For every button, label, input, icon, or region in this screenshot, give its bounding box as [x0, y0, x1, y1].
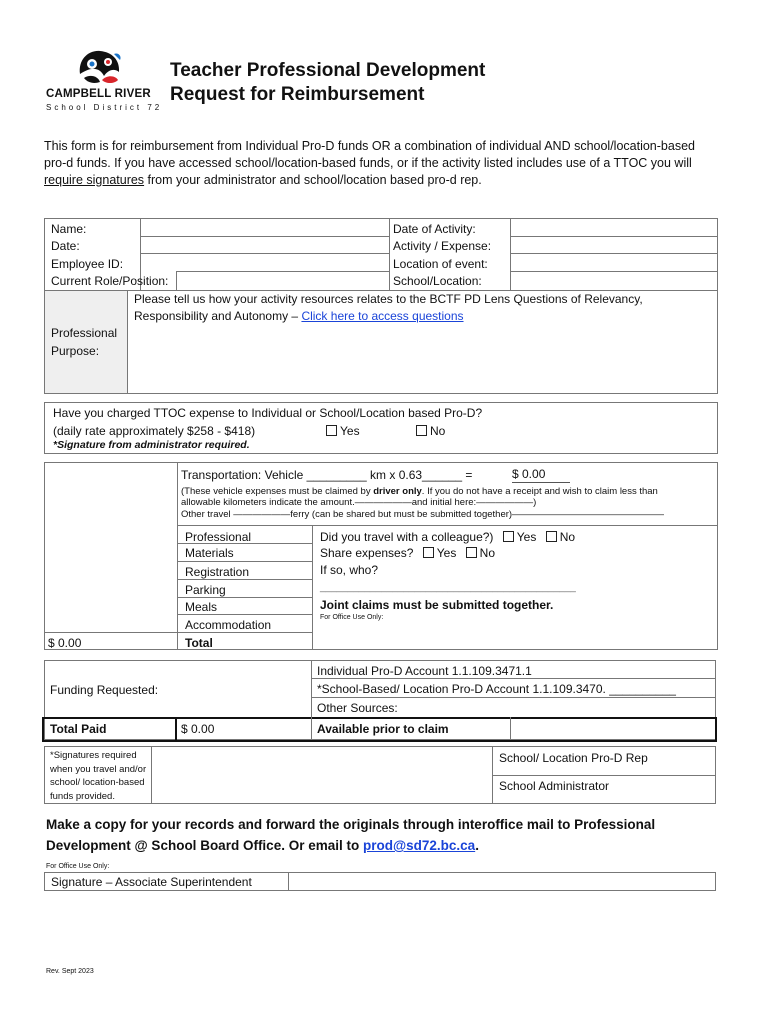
ttoc-yes-checkbox[interactable]	[326, 425, 337, 436]
purpose-field[interactable]	[130, 326, 716, 392]
district-logo	[70, 46, 126, 88]
superintendent-label: Signature – Associate Superintendent	[51, 875, 252, 889]
intro-line-3: from your administrator and school/location based pro-d rep.	[144, 173, 482, 187]
ttoc-no-checkbox[interactable]	[416, 425, 427, 436]
signature-note-line-4: funds provided.	[50, 790, 115, 802]
transport-note-3: Other travel ——————ferry (can be shared but must be submitted together)————————————————	[181, 509, 665, 520]
colleague-no-option[interactable]	[546, 530, 575, 544]
share-no-option[interactable]	[466, 546, 495, 560]
transport-note-1a: (These vehicle expenses must be claimed by	[181, 486, 374, 497]
colleague-no-checkbox[interactable]	[546, 531, 557, 542]
who-question: If so, who?	[320, 563, 379, 577]
role-label: Current Role/Position:	[51, 274, 169, 288]
instructions-line-2: Development @ School Board Office. Or email to	[46, 838, 363, 853]
revision-date: Rev. Sept 2023	[46, 968, 94, 975]
purpose-label-line-1: Professional	[51, 326, 118, 340]
expense-accommodation-label: Accommodation	[185, 618, 272, 632]
expense-materials-label: Materials	[185, 546, 234, 560]
transport-amount[interactable]: $ 0.00	[512, 466, 570, 483]
purpose-question-line-1: Please tell us how your activity resources relates to the BCTF PD Lens Questions of Relevancy,	[134, 292, 643, 306]
signature-note-line-1: *Signatures required	[50, 750, 137, 761]
name-label: Name:	[51, 222, 87, 236]
expense-total-label: Total	[185, 636, 213, 650]
office-use-label: For Office Use Only:	[320, 614, 384, 621]
ttoc-no-option[interactable]	[416, 423, 445, 439]
school-location-field[interactable]	[511, 272, 717, 289]
transport-line: Transportation: Vehicle _________ km x 0.63______ =	[181, 468, 473, 482]
signature-field[interactable]	[153, 748, 491, 803]
school-account-label: *School-Based/ Location Pro-D Account 1.1.109.3470. __________	[317, 682, 676, 696]
colleague-yes-option[interactable]	[503, 530, 537, 544]
expense-meals-label: Meals	[185, 600, 218, 614]
colleague-yes-label: Yes	[516, 530, 537, 544]
colleague-question-text: Did you travel with a colleague?)	[320, 530, 494, 544]
intro-text	[44, 138, 734, 189]
signature-note	[50, 749, 146, 803]
instructions-line-1: Make a copy for your records and forward the originals through interoffice mail to Professional	[46, 817, 656, 832]
available-prior-label: Available prior to claim	[317, 722, 449, 736]
available-prior-field[interactable]	[512, 719, 710, 738]
purpose-label	[51, 324, 117, 360]
individual-account-label: Individual Pro-D Account 1.1.109.3471.1	[317, 664, 532, 678]
intro-line-2: pro-d funds. If you have accessed school/location-based funds, or if the activity listed includes use of a TTOC you will	[44, 156, 692, 170]
school-location-label: School/Location:	[393, 274, 482, 288]
transport-note-2: allowable kilometers indicate the amount.——————and initial here:——————)	[181, 497, 537, 508]
funding-requested-label: Funding Requested:	[50, 683, 159, 697]
share-yes-option[interactable]	[423, 546, 457, 560]
intro-line-1: This form is for reimbursement from Individual Pro-D funds OR a combination of individual AND school/location-based	[44, 139, 695, 153]
logo-emblem-icon	[70, 46, 126, 88]
purpose-question	[134, 291, 714, 325]
ttoc-yes-label: Yes	[340, 424, 360, 438]
expense-professional-label: Professional	[185, 530, 252, 544]
share-question	[320, 545, 495, 561]
colleague-question	[320, 529, 575, 545]
activity-expense-field[interactable]	[511, 237, 717, 252]
ttoc-signature-note: *Signature from administrator required.	[53, 439, 250, 451]
date-of-activity-label: Date of Activity:	[393, 222, 476, 236]
total-paid-amount[interactable]: $ 0.00	[181, 722, 215, 736]
employee-id-field[interactable]	[141, 254, 388, 270]
page-title-line1: Teacher Professional Development	[170, 60, 486, 81]
other-sources-label: Other Sources:	[317, 701, 398, 715]
intro-line-3-emphasis: require signatures	[44, 173, 145, 187]
date-field[interactable]	[141, 237, 388, 252]
name-field[interactable]	[141, 219, 388, 235]
share-yes-checkbox[interactable]	[423, 547, 434, 558]
superintendent-signature-field[interactable]	[289, 873, 715, 890]
total-paid-label: Total Paid	[50, 722, 107, 736]
share-question-text: Share expenses?	[320, 546, 414, 560]
purpose-label-line-2: Purpose:	[51, 344, 100, 358]
transport-note-1b: driver only	[373, 486, 422, 497]
transport-note-1c: . If you do not have a receipt and wish to claim less than	[421, 486, 658, 497]
signature-note-line-2: when you travel and/or	[50, 763, 147, 775]
school-admin-label: School Administrator	[499, 779, 610, 793]
colleague-no-label: No	[559, 530, 576, 544]
who-field[interactable]: ______________________________________________	[320, 582, 576, 593]
submission-instructions	[46, 814, 726, 856]
colleague-yes-checkbox[interactable]	[503, 531, 514, 542]
ttoc-question: Have you charged TTOC expense to Individual or School/Location based Pro-D?	[53, 406, 483, 420]
prod-email-link[interactable]: prod@sd72.bc.ca	[362, 838, 476, 853]
employee-id-label: Employee ID:	[51, 257, 124, 271]
page-title-line2: Request for Reimbursement	[170, 84, 425, 105]
share-no-checkbox[interactable]	[466, 547, 477, 558]
share-yes-label: Yes	[436, 546, 457, 560]
purpose-question-line-2: Responsibility and Autonomy –	[134, 309, 302, 323]
location-of-event-label: Location of event:	[393, 257, 488, 271]
date-label: Date:	[51, 239, 80, 253]
prod-rep-label: School/ Location Pro-D Rep	[499, 751, 648, 765]
share-no-label: No	[479, 546, 496, 560]
ttoc-no-label: No	[430, 424, 446, 438]
ttoc-rate: (daily rate approximately $258 - $418)	[53, 424, 256, 438]
org-subtitle: School District 72	[46, 103, 163, 112]
bctf-questions-link[interactable]: Click here to access questions	[301, 309, 464, 323]
expense-parking-label: Parking	[185, 583, 226, 597]
ttoc-yes-option[interactable]	[326, 423, 360, 439]
instructions-end: .	[475, 838, 479, 853]
joint-claims-note: Joint claims must be submitted together.	[320, 598, 554, 612]
expense-total-amount[interactable]: $ 0.00	[48, 636, 82, 650]
signature-note-line-3: school/ location-based	[50, 777, 145, 788]
location-of-event-field[interactable]	[511, 254, 717, 270]
date-of-activity-field[interactable]	[511, 219, 717, 235]
office-use-footer-label: For Office Use Only:	[46, 863, 110, 870]
org-name: CAMPBELL RIVER	[46, 88, 151, 100]
role-field[interactable]	[177, 272, 388, 289]
activity-expense-label: Activity / Expense:	[393, 239, 492, 253]
expense-registration-label: Registration	[185, 565, 250, 579]
